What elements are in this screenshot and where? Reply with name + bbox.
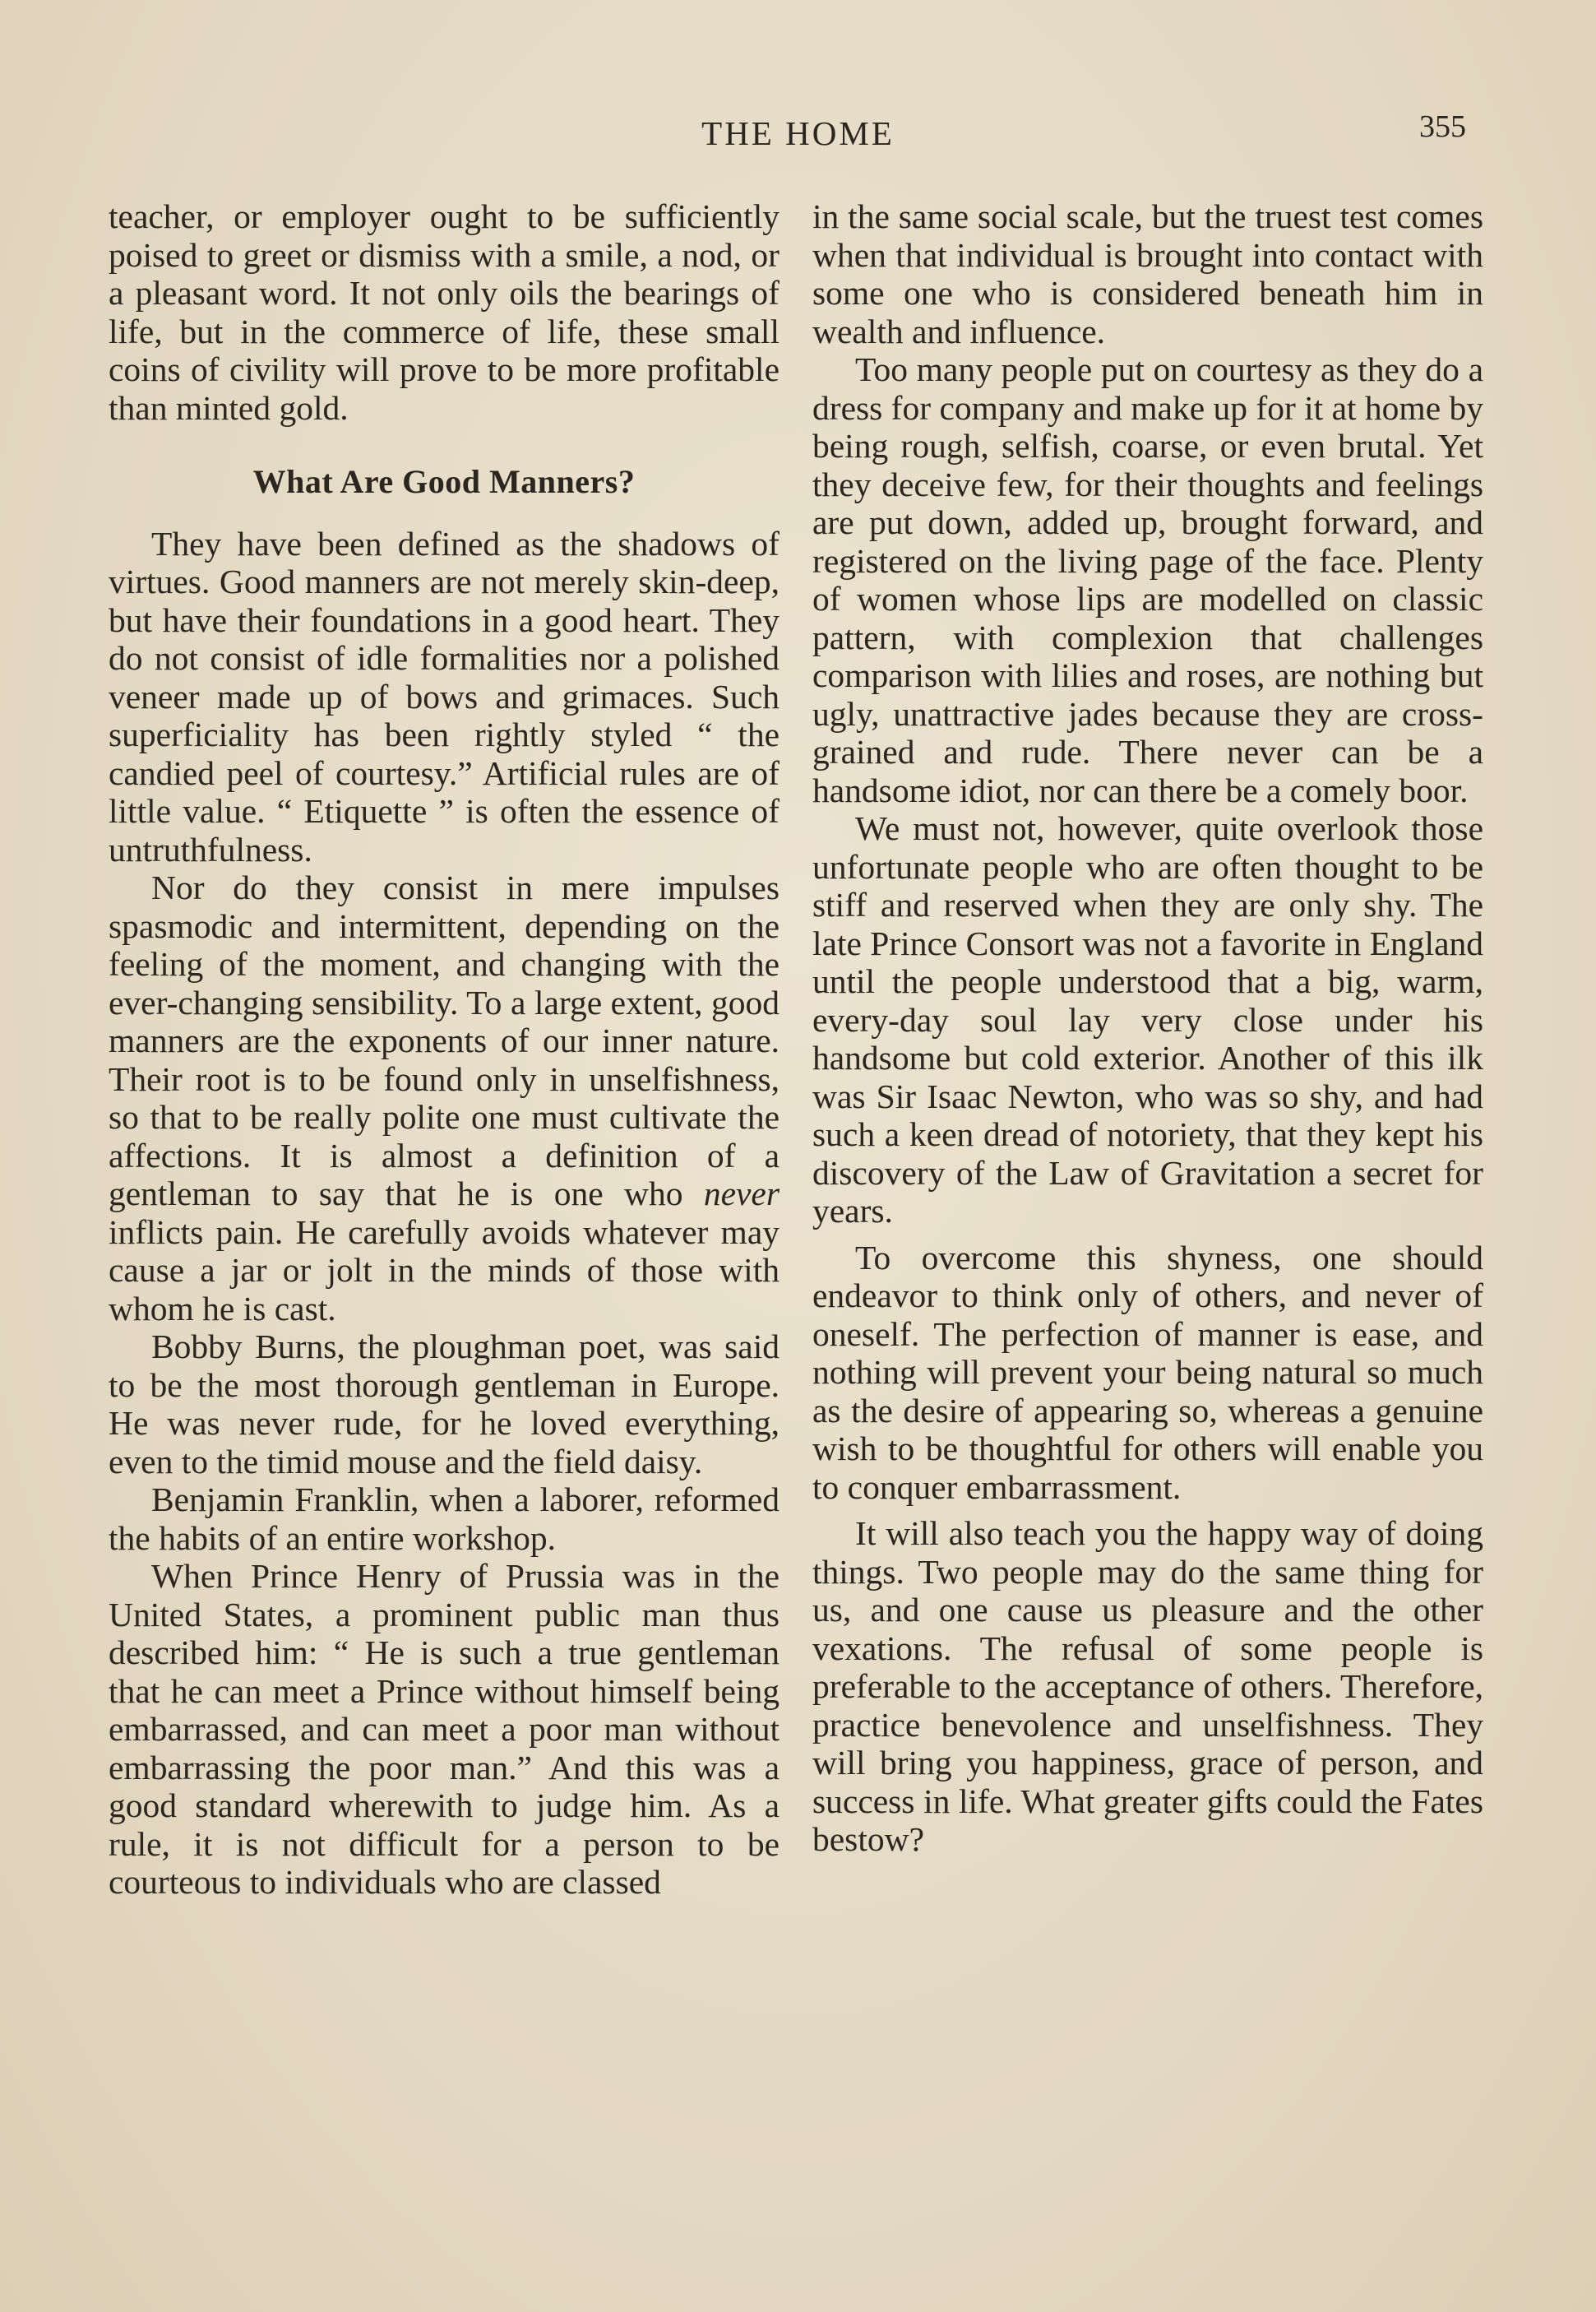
paragraph: in the same social scale, but the truest test comes when that individual is brought into contact with some one who is considered beneath him in wealth and influence. (812, 197, 1483, 350)
paragraph: Too many people put on courtesy as they do a dress for company and make up for it at home by being rough, selfish, coarse, or even brutal. Yet they deceive few, for their thoughts and feelings are put down, added up, brought forward, and registered on the living page of the face. Plenty of women whose lips are modelled on classic pattern, with complexion that challenges comparison with lilies and roses, are nothing but ugly, unattractive jades because they are cross-grained and rude. There never can be a handsome idiot, nor can there be a comely boor. (812, 350, 1483, 809)
left-column (109, 197, 779, 1902)
paragraph-text: inflicts pain. He carefully avoids whatever may cause a jar or jolt in the minds of those with whom he is cast. (109, 1212, 779, 1327)
paragraph: teacher, or employer ought to be sufficiently poised to greet or dismiss with a smile, a nod, or a pleasant word. It not only oils the bearings of life, but in the commerce of life, these small coins of civility will prove to be more profitable than minted gold. (109, 197, 779, 427)
running-title: THE HOME (701, 114, 895, 152)
paragraph: Benjamin Franklin, when a laborer, reformed the habits of an entire workshop. (109, 1480, 779, 1557)
paragraph: Bobby Burns, the ploughman poet, was said to be the most thorough gentleman in Europe. He was never rude, for he loved everything, even to the timid mouse and the field daisy. (109, 1327, 779, 1480)
paragraph (109, 869, 779, 1327)
section-heading: What Are Good Manners? (252, 463, 636, 500)
paragraph: It will also teach you the happy way of doing things. Two people may do the same thing for us, and one cause us pleasure and the other vexations. The refusal of some people is preferable to the acceptance of others. Therefore, practice benevolence and unselfishness. They will bring you happiness, grace of person, and success in life. What greater gifts could the Fates bestow? (812, 1514, 1483, 1858)
paragraph: To overcome this shyness, one should endeavor to think only of others, and never of oneself. The perfection of manner is ease, and nothing will prevent your being natural so much as the desire of appearing so, whereas a genuine wish to be thoughtful for others will enable you to conquer embarrassment. (812, 1238, 1483, 1506)
emphasized-word: never (703, 1175, 780, 1212)
paragraph-text: Nor do they consist in mere impulses spasmodic and intermittent, depending on the feeling of the moment, and changing with the ever-changing sensibility. To a large extent, good manners are the exponents of our inner nature. Their root is to be found only in unselfishness, so that to be really polite one must cultivate the affections. It is almost a definition of a gentleman to say that he is one who (109, 869, 779, 1212)
right-column (812, 197, 1483, 1859)
paragraph: They have been defined as the shadows of virtues. Good manners are not merely skin-deep, but have their foundations in a good heart. They do not consist of idle formalities nor a polished veneer made up of bows and grimaces. Such superficiality has been rightly styled “ the candied peel of courtesy.” Artificial rules are of little value. “ Etiquette ” is often the essence of untruthfulness. (109, 524, 779, 869)
page-number: 355 (1419, 109, 1466, 144)
paragraph: We must not, however, quite overlook those unfortunate people who are often thought to be stiff and reserved when they are only shy. The late Prince Consort was not a favorite in England until the people understood that a big, warm, every-day soul lay very close under his handsome but cold exterior. Another of this ilk was Sir Isaac Newton, who was so shy, and had such a keen dread of notoriety, that they kept his discovery of the Law of Gravitation a secret for years. (812, 809, 1483, 1230)
paragraph: When Prince Henry of Prussia was in the United States, a prominent public man thus described him: “ He is such a true gentleman that he can meet a Prince without himself being embarrassed, and can meet a poor man without embarrassing the poor man.” And this was a good standard wherewith to judge him. As a rule, it is not difficult for a person to be courteous to individuals who are classed (109, 1557, 779, 1901)
